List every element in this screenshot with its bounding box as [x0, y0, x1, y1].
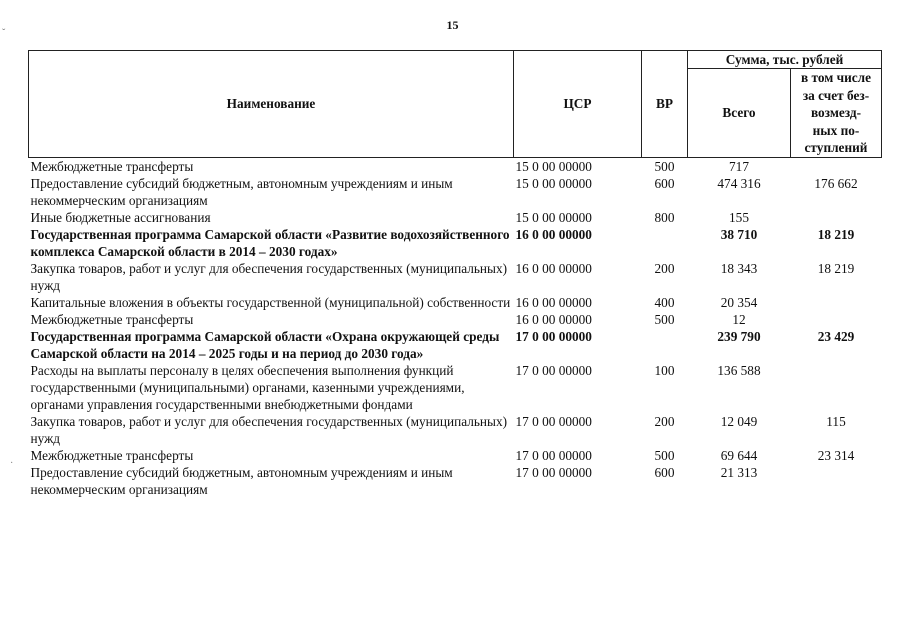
cell-csr: 15 0 00 00000 — [515, 158, 592, 174]
table-row — [29, 362, 882, 413]
cell-csr: 17 0 00 00000 — [515, 413, 592, 429]
cell-bezv — [791, 209, 882, 226]
cell-csr: 17 0 00 00000 — [515, 464, 592, 480]
cell-bezv: 176 662 — [814, 175, 858, 191]
cell-total: 12 — [732, 311, 746, 327]
cell-vr: 100 — [654, 362, 675, 378]
cell-name: Государственная программа Самарской области «Развитие водохозяйственного комплекса Самарской области в 2014 – 2030 годах» — [30, 226, 510, 259]
cell-total: 38 710 — [720, 226, 758, 242]
cell-bezv: 23 429 — [817, 328, 855, 344]
cell-total: 155 — [729, 209, 749, 225]
cell-bezv: 18 219 — [817, 260, 855, 276]
table-row — [29, 413, 882, 447]
table-row — [29, 260, 882, 294]
cell-vr: 200 — [654, 413, 675, 429]
table-row — [29, 464, 882, 498]
cell-total: 717 — [729, 158, 749, 174]
cell-bezv — [791, 311, 882, 328]
cell-vr: 600 — [654, 464, 675, 480]
header-vr: ВР — [642, 51, 688, 158]
cell-bezv: 115 — [826, 413, 846, 429]
cell-vr — [642, 226, 688, 260]
cell-name: Предоставление субсидий бюджетным, автономным учреждениям и иным некоммерческим организациям — [30, 175, 453, 208]
cell-name: Закупка товаров, работ и услуг для обеспечения государственных (муниципальных) нужд — [30, 260, 508, 293]
budget-table — [28, 50, 882, 498]
cell-name: Межбюджетные трансферты — [30, 158, 194, 174]
header-bezv-line: за счет без- — [802, 87, 870, 103]
cell-vr: 800 — [654, 209, 675, 225]
cell-vr: 500 — [654, 311, 675, 327]
header-name: Наименование — [29, 51, 514, 158]
scan-dot-mark: · — [10, 458, 14, 469]
header-csr: ЦСР — [514, 51, 642, 158]
cell-total: 20 354 — [720, 294, 758, 310]
cell-total: 69 644 — [720, 447, 758, 463]
table-row — [29, 294, 882, 311]
cell-csr: 15 0 00 00000 — [515, 175, 592, 191]
cell-bezv — [791, 294, 882, 311]
cell-vr: 500 — [654, 158, 675, 174]
cell-bezv: 18 219 — [817, 226, 855, 242]
cell-total: 136 588 — [717, 362, 761, 378]
header-bezv — [791, 69, 882, 158]
table-row — [29, 209, 882, 226]
header-bezv-line: ступлений — [804, 140, 868, 155]
cell-total: 474 316 — [717, 175, 761, 191]
cell-name: Иные бюджетные ассигнования — [30, 209, 211, 225]
cell-csr: 16 0 00 00000 — [515, 294, 592, 310]
cell-csr: 15 0 00 00000 — [515, 209, 592, 225]
cell-name: Межбюджетные трансферты — [30, 311, 194, 327]
cell-name: Капитальные вложения в объекты государственной (муниципальной) собственности — [30, 294, 511, 310]
table-header — [29, 51, 882, 158]
cell-vr: 400 — [654, 294, 675, 310]
cell-vr: 200 — [654, 260, 675, 276]
cell-total: 239 790 — [717, 328, 761, 344]
cell-total: 21 313 — [720, 464, 758, 480]
header-sum-group: Сумма, тыс. рублей — [688, 51, 882, 69]
header-bezv-line: ных по- — [812, 122, 860, 138]
cell-name: Закупка товаров, работ и услуг для обеспечения государственных (муниципальных) нужд — [30, 413, 508, 446]
table-row — [29, 175, 882, 209]
cell-csr: 17 0 00 00000 — [515, 328, 592, 344]
header-total: Всего — [688, 69, 791, 158]
table-row — [29, 311, 882, 328]
cell-name: Межбюджетные трансферты — [30, 447, 194, 463]
cell-vr: 600 — [654, 175, 675, 191]
cell-csr: 17 0 00 00000 — [515, 362, 592, 378]
cell-total: 12 049 — [720, 413, 758, 429]
cell-name: Государственная программа Самарской области «Охрана окружающей среды Самарской области на 2014 – 2025 годы и на период до 2030 года» — [30, 328, 500, 361]
cell-csr: 16 0 00 00000 — [515, 226, 592, 242]
cell-csr: 16 0 00 00000 — [515, 311, 592, 327]
cell-name: Предоставление субсидий бюджетным, автономным учреждениям и иным некоммерческим организациям — [30, 464, 453, 497]
program-row — [29, 226, 882, 260]
cell-total: 18 343 — [720, 260, 758, 276]
cell-bezv — [791, 362, 882, 413]
scan-edge-mark: ˇ — [2, 28, 6, 39]
cell-bezv — [791, 157, 882, 175]
program-row — [29, 328, 882, 362]
table-row — [29, 157, 882, 175]
header-bezv-line: в том числе — [800, 70, 872, 85]
cell-bezv: 23 314 — [817, 447, 855, 463]
header-bezv-line: возмезд- — [810, 105, 862, 120]
cell-vr — [642, 328, 688, 362]
cell-name: Расходы на выплаты персоналу в целях обеспечения выполнения функций государственными (муниципальными) органами, казенными учреждениями, органами управления государственными внебюджетными фондами — [30, 362, 465, 412]
cell-csr: 17 0 00 00000 — [515, 447, 592, 463]
table-row — [29, 447, 882, 464]
page-number: 15 — [446, 18, 459, 32]
table-body — [29, 157, 882, 498]
cell-csr: 16 0 00 00000 — [515, 260, 592, 276]
cell-vr: 500 — [654, 447, 675, 463]
cell-bezv — [791, 464, 882, 498]
